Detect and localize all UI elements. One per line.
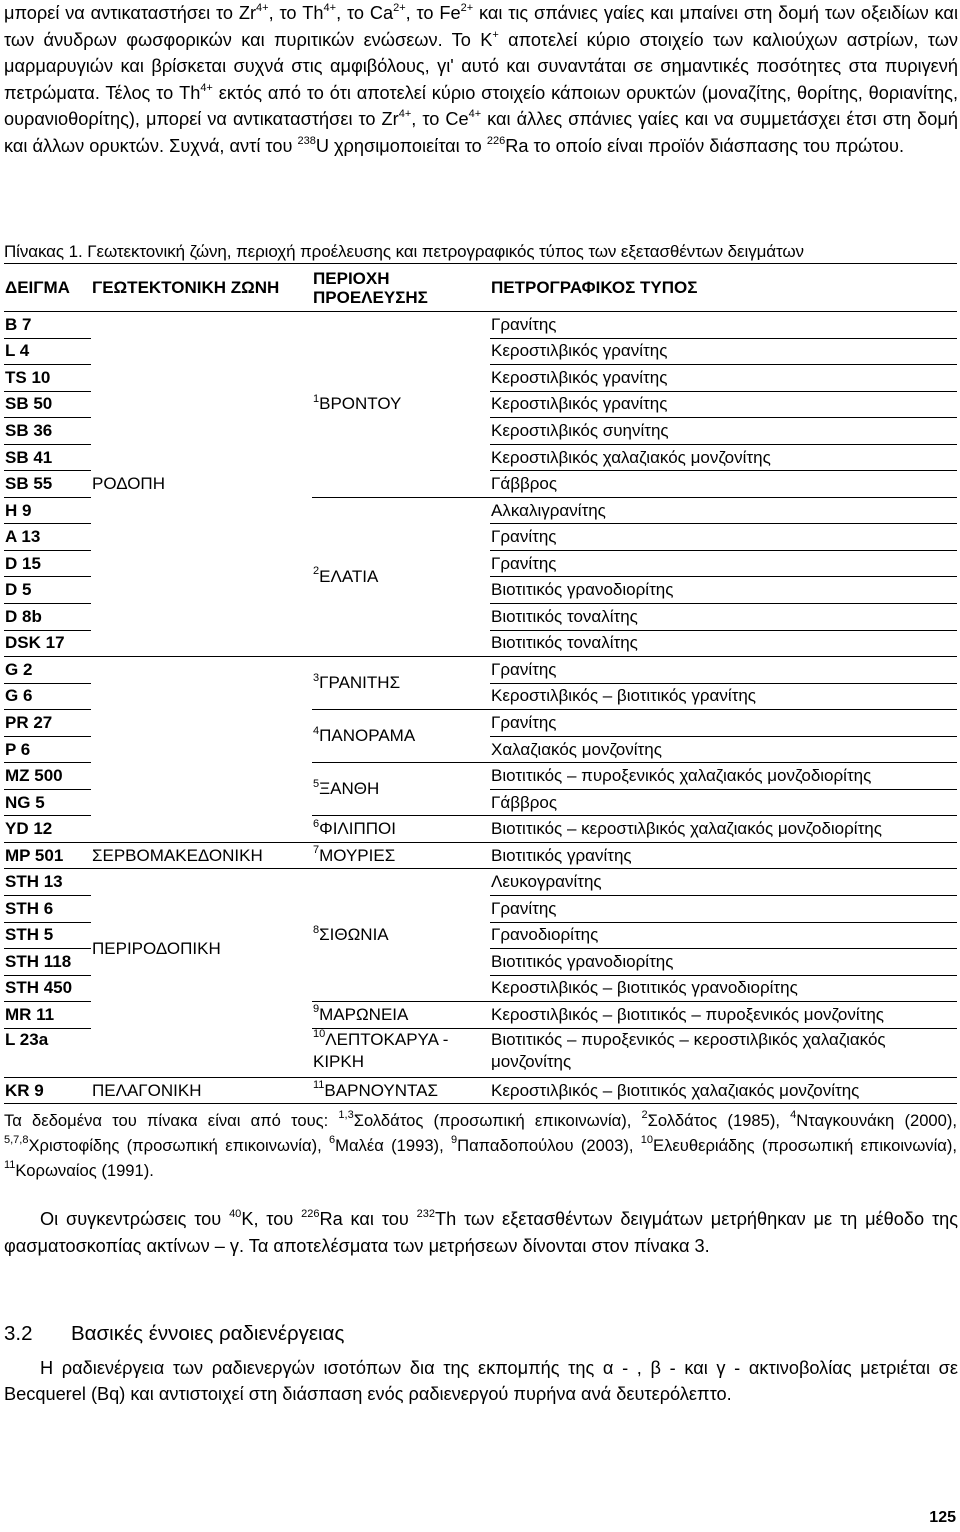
type-cell: Γρανίτης — [490, 657, 957, 684]
type-cell: Βιοτιτικός τοναλίτης — [490, 604, 957, 631]
table-row — [4, 869, 957, 896]
sample-cell: L 4 — [4, 338, 91, 365]
sample-cell: D 15 — [4, 550, 91, 577]
table-row — [4, 312, 957, 339]
area-cell: $^2$ΕΛΑΤΙΑ — [312, 497, 490, 656]
zone-cell-empty — [91, 657, 312, 843]
type-cell: Γρανίτης — [490, 896, 957, 923]
area-cell: $^8$ΣΙΘΩΝΙΑ — [312, 869, 490, 1002]
table-caption: Πίνακας 1. Γεωτεκτονική ζώνη, περιοχή προέλευσης και πετρογραφικός τύπος των εξετασθέντων δειγμάτων — [4, 242, 804, 261]
area-cell: $^{10}$ΛΕΠΤΟΚΑΡΥΑ - ΚΙΡΚΗ — [312, 1028, 490, 1077]
type-cell: Βιοτιτικός τοναλίτης — [490, 630, 957, 657]
zone-cell-perirodopiki: ΠΕΡΙΡΟΔΟΠΙΚΗ — [91, 869, 312, 1077]
table-row — [4, 842, 957, 869]
type-cell: Βιοτιτικός – πυροξενικός – κεροστιλβικός χαλαζιακός μονζονίτης — [490, 1028, 957, 1077]
sample-cell: NG 5 — [4, 789, 91, 816]
sample-cell: STH 118 — [4, 949, 91, 976]
table-header-row — [4, 264, 957, 312]
type-cell: Χαλαζιακός μονζονίτης — [490, 736, 957, 763]
sample-cell: G 2 — [4, 657, 91, 684]
area-cell: $^7$ΜΟΥΡΙΕΣ — [312, 842, 490, 869]
header-area: ΠΕΡΙΟΧΗ ΠΡΟΕΛΕΥΣΗΣ — [312, 264, 490, 312]
type-cell: Βιοτιτικός γρανοδιορίτης — [490, 949, 957, 976]
header-zone: ΓΕΩΤΕΚΤΟΝΙΚΗ ΖΩΝΗ — [91, 264, 312, 312]
sample-cell: PR 27 — [4, 710, 91, 737]
sample-cell: A 13 — [4, 524, 91, 551]
measurement-paragraph: Οι συγκεντρώσεις του $^{40}$K, του $^{226}$Ra και του $^{232}$Th των εξετασθέντων δειγμάτων μετρήθηκαν με τη μέθοδο της φασματοσκοπίας ακτίνων – γ. Τα αποτελέσματα των μετρήσεων δίνονται στον πίνακα 3. — [4, 1207, 959, 1256]
intro-paragraph: μπορεί να αντικαταστήσει το $Zr^{4+}$, το $Th^{4+}$, το $Ca^{2+}$, το $Fe^{2+}$ και τις σπάνιες γαίες και μπαίνει στη δομή των οξειδίων και των άνυδρων φωσφορικών και πυριτικών ενώσεων. Το K+ αποτελεί κύριο στοιχείο των καλιούχων αστρίων, των μαρμαρυγιών και βρίσκεται συχνά στις αμφιβόλους, γι' αυτό και συναντάται σε σημαντικές ποσότητες στα πυριγενή πετρώματα. Τέλος το $Th^{4+}$ εκτός από το ότι αποτελεί κύριο στοιχείο κάποιων ορυκτών (μοναζίτης, θορίτης, θοριανίτης, ουρανιοθορίτης), μπορεί να αντικαταστήσει το $Zr^{4+}$, το $Ce^{4+}$ και άλλες σπάνιες γαίες και να συμμετάσχει έτσι στη δομή και άλλων ορυκτών. Συχνά, αντί του $^{238}$U χρησιμοποιείται το $^{226}$Ra το οποίο είναι προϊόν διάσπασης του πρώτου. — [4, 1, 958, 156]
sample-cell: STH 13 — [4, 869, 91, 896]
type-cell: Κεροστιλβικός – βιοτιτικός – πυροξενικός μονζονίτης — [490, 1002, 957, 1029]
sample-cell: H 9 — [4, 497, 91, 524]
sample-cell: G 6 — [4, 683, 91, 710]
sample-cell: MR 11 — [4, 1002, 91, 1029]
type-cell: Γάββρος — [490, 789, 957, 816]
table-row — [4, 657, 957, 684]
type-cell: Βιοτιτικός γρανίτης — [490, 842, 957, 869]
type-cell: Βιοτιτικός γρανοδιορίτης — [490, 577, 957, 604]
sample-cell: STH 6 — [4, 896, 91, 923]
sample-cell: MZ 500 — [4, 763, 91, 790]
sample-cell: STH 5 — [4, 922, 91, 949]
sample-cell: D 5 — [4, 577, 91, 604]
table-row — [4, 1077, 957, 1104]
sample-cell: DSK 17 — [4, 630, 91, 657]
area-cell: $^1$ΒΡΟΝΤΟΥ — [312, 312, 490, 498]
sample-cell: B 7 — [4, 312, 91, 339]
type-cell: Αλκαλιγρανίτης — [490, 497, 957, 524]
sample-cell: KR 9 — [4, 1077, 91, 1104]
sample-cell: SB 55 — [4, 471, 91, 498]
radioactivity-paragraph: Η ραδιενέργεια των ραδιενεργών ισοτόπων δια της εκπομπής της α - , β - και γ - ακτινοβολίας μετριέται σε Becquerel (Bq) και αντιστοιχεί στη διάσπαση ενός ραδιενεργού πυρήνα ανά δευτερόλεπτο. — [4, 1358, 958, 1404]
area-cell: $^5$ΞΑΝΘΗ — [312, 763, 490, 816]
page-number: 125 — [929, 1509, 956, 1526]
type-cell: Κεροστιλβικός γρανίτης — [490, 338, 957, 365]
sample-cell: L 23a — [4, 1028, 91, 1077]
sample-cell: D 8b — [4, 604, 91, 631]
type-cell: Γρανίτης — [490, 550, 957, 577]
type-cell: Βιοτιτικός – πυροξενικός χαλαζιακός μονζοδιορίτης — [490, 763, 957, 790]
type-cell: Κεροστιλβικός συηνίτης — [490, 418, 957, 445]
zone-cell-servomakedoniki: ΣΕΡΒΟΜΑΚΕΔΟΝΙΚΗ — [91, 842, 312, 869]
type-cell: Γρανίτης — [490, 312, 957, 339]
type-cell: Κεροστιλβικός γρανίτης — [490, 391, 957, 418]
header-sample: ΔΕΙΓΜΑ — [4, 264, 91, 312]
type-cell: Κεροστιλβικός – βιοτιτικός γρανίτης — [490, 683, 957, 710]
sample-cell: SB 50 — [4, 391, 91, 418]
type-cell: Κεροστιλβικός γρανίτης — [490, 365, 957, 392]
sample-cell: P 6 — [4, 736, 91, 763]
table-footnotes: Τα δεδομένα του πίνακα είναι από τους: $^{1,3}$Σολδάτος (προσωπική επικοινωνία), $^2$Σολδάτος (1985), $^4$Νταγκουνάκη (2000), $^{5,7,8}$Χριστοφίδης (προσωπική επικοινωνία), $^6$Μαλέα (1993), $^9$Παπαδοπούλου (2003), $^{10}$Ελευθεριάδης (προσωπική επικοινωνία), $^{11}$Κορωναίος (1991). — [4, 1109, 958, 1180]
header-type: ΠΕΤΡΟΓΡΑΦΙΚΟΣ ΤΥΠΟΣ — [490, 264, 957, 312]
area-cell: $^6$ΦΙΛΙΠΠΟΙ — [312, 816, 490, 843]
section-title: Βασικές έννοιες ραδιενέργειας — [71, 1322, 345, 1345]
type-cell: Κεροστιλβικός χαλαζιακός μονζονίτης — [490, 444, 957, 471]
section-heading — [4, 1321, 344, 1347]
area-cell: $^{11}$ΒΑΡΝΟΥΝΤΑΣ — [312, 1077, 490, 1104]
type-cell: Γρανίτης — [490, 710, 957, 737]
samples-table — [4, 263, 957, 1104]
sample-cell: STH 450 — [4, 975, 91, 1002]
zone-cell-rodopi: ΡΟΔΟΠΗ — [91, 312, 312, 657]
sample-cell: TS 10 — [4, 365, 91, 392]
zone-cell-pelagoniki: ΠΕΛΑΓΟΝΙΚΗ — [91, 1077, 312, 1104]
type-cell: Κεροστιλβικός – βιοτιτικός χαλαζιακός μονζονίτης — [490, 1077, 957, 1104]
sample-cell: YD 12 — [4, 816, 91, 843]
type-cell: Λευκογρανίτης — [490, 869, 957, 896]
type-cell: Γάββρος — [490, 471, 957, 498]
type-cell: Κεροστιλβικός – βιοτιτικός γρανοδιορίτης — [490, 975, 957, 1002]
section-number: 3.2 — [4, 1322, 33, 1345]
sample-cell: MP 501 — [4, 842, 91, 869]
area-cell: $^4$ΠΑΝΟΡΑΜΑ — [312, 710, 490, 763]
area-cell: $^9$ΜΑΡΩΝΕΙΑ — [312, 1002, 490, 1029]
type-cell: Γρανοδιορίτης — [490, 922, 957, 949]
area-cell: $^3$ΓΡΑΝΙΤΗΣ — [312, 657, 490, 710]
type-cell: Βιοτιτικός – κεροστιλβικός χαλαζιακός μονζοδιορίτης — [490, 816, 957, 843]
type-cell: Γρανίτης — [490, 524, 957, 551]
sample-cell: SB 36 — [4, 418, 91, 445]
sample-cell: SB 41 — [4, 444, 91, 471]
